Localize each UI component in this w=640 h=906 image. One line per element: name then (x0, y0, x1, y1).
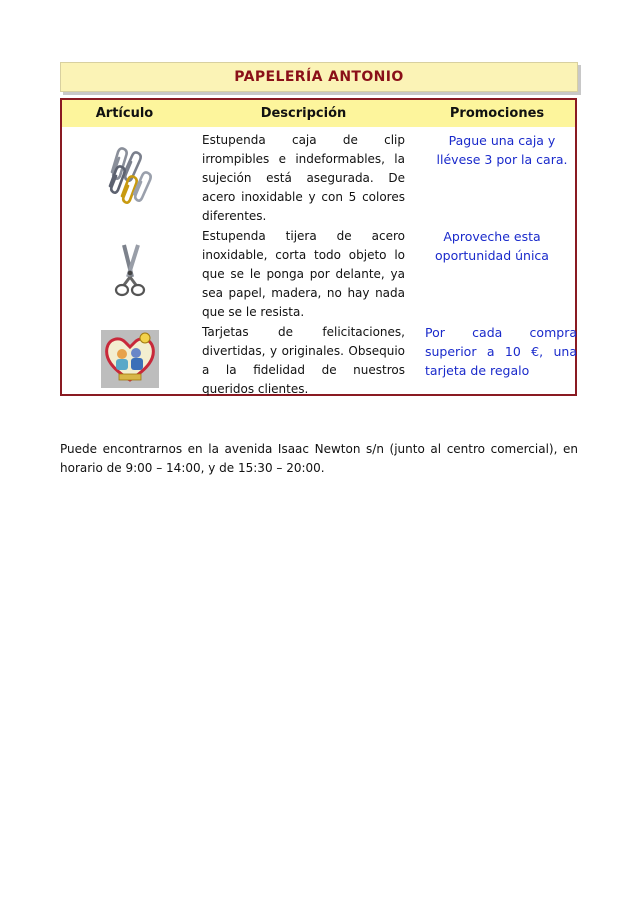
row-promotion: Aproveche esta oportunidad única (435, 229, 549, 263)
title-banner (60, 62, 578, 92)
row-description: Tarjetas de felicitaciones, divertidas, y originales. Obsequio a la fidelidad de nuestros queridos clientes. (202, 325, 405, 396)
row-promotion: Pague una caja y llévese 3 por la cara. (436, 133, 568, 167)
table-header (62, 100, 575, 127)
header-promociones: Promociones (449, 106, 545, 121)
header-articulo: Artículo (95, 106, 154, 121)
row-image-cell (62, 127, 207, 223)
page-title: PAPELERÍA ANTONIO (234, 69, 404, 85)
row-image-cell (62, 223, 207, 319)
header-descripcion: Descripción (260, 106, 347, 121)
row-description: Estupenda tijera de acero inoxidable, corta todo objeto lo que se le ponga por delante, ya sea papel, madera, no hay nada que se le resista. (202, 229, 405, 319)
table-row (62, 223, 575, 319)
greeting-card-icon (101, 330, 159, 388)
row-description: Estupenda caja de clip irrompibles e indeformables, la sujeción está asegurada. De acero inoxidable y con 5 colores diferentes. (202, 133, 405, 223)
products-table (60, 98, 577, 396)
footer-address: Puede encontrarnos en la avenida Isaac Newton s/n (junto al centro comercial), en horario de 9:00 – 14:00, y de 15:30 – 20:00. (60, 442, 578, 475)
scissors-icon (110, 243, 150, 299)
table-row (62, 319, 575, 398)
paper-clips-icon (104, 146, 156, 204)
table-row (62, 127, 575, 223)
row-promotion: Por cada compra superior a 10 €, una tarjeta de regalo (425, 325, 577, 378)
row-image-cell (62, 319, 205, 398)
